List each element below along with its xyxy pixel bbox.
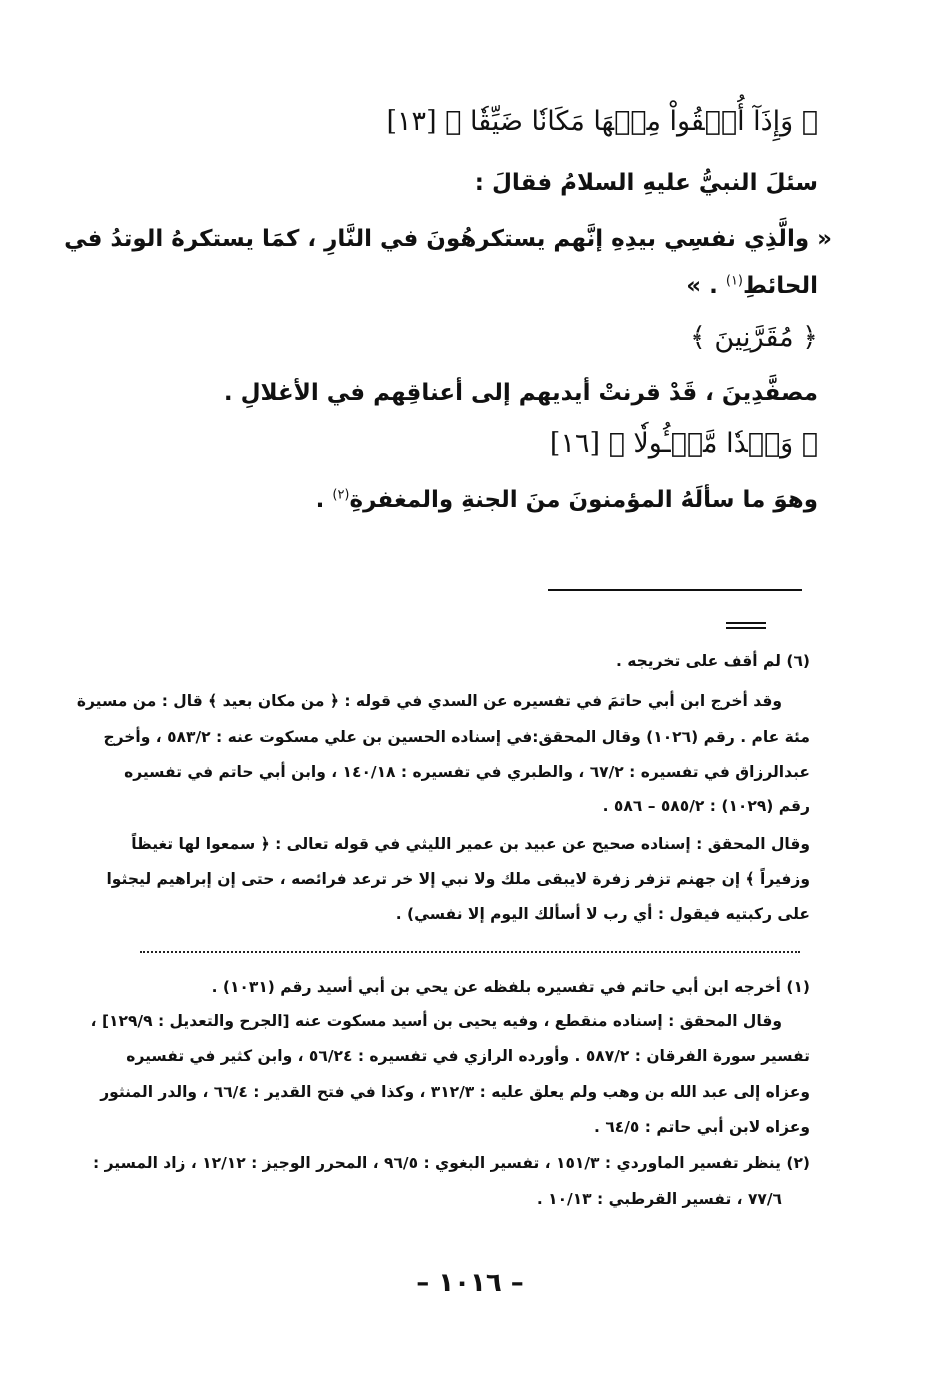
verse-13: ﴿ وَإِذَآ أُلۡقُواْ مِنۡهَا مَكَانٗا ضَيِّقٗا ﴾ [١٣]: [386, 106, 818, 137]
text-line: [316, 487, 818, 513]
footnote-line: مئة عام . رقم (١٠٢٦) وقال المحقق:في إسناده الحسين بن علي مسكوت عنه : ٥٨٣/٢ ، وأخرج: [103, 728, 810, 746]
footnote-separator: [548, 589, 802, 591]
footnote-line: وزفيراً ﴾ إن جهنم تزفر زفرة لايبقى ملك ولا نبي إلا خر ترعد فرائصه ، حتى إن إبراهيم ليجثوا: [106, 870, 810, 888]
verse-muqarranin: ﴿ مُقَرَّنِينَ ﴾: [689, 322, 818, 353]
verse-16: ﴿ وَعۡدٗا مَّسۡـُٔولٗا ﴾ [١٦]: [549, 428, 818, 459]
footnote-line: عبدالرزاق في تفسيره : ٦٧/٢ ، والطبري في تفسيره : ١٤٠/١٨ ، وابن أبي حاتم في تفسيره: [124, 763, 810, 781]
footnote-line: رقم (١٠٢٩) : ٥٨٥/٢ – ٥٨٦ .: [602, 797, 810, 815]
page-number: – ١٠١٦ –: [416, 1268, 524, 1298]
footnote-ref: (١): [725, 273, 743, 289]
text-fragment: الحائطِ: [743, 273, 818, 299]
footnote-1: (١) أخرجه ابن أبي حاتم في تفسيره بلفظه عن يحي بن أبي أسيد رقم (١٠٣١) .: [211, 978, 810, 996]
footnote-line: وقال المحقق : إسناده منقطع ، وفيه يحيى بن أسيد مسكوت عنه [الجرح والتعديل : ١٢٩/٩] ،: [90, 1012, 782, 1030]
text-line: مصفَّدِينَ ، قَدْ قرنتْ أيديهم إلى أعناقِهم في الأغلالِ .: [223, 380, 818, 406]
text-fragment: .: [315, 487, 333, 513]
dotted-separator: [140, 951, 800, 953]
footnote-line: وقد أخرج ابن أبي حاتمَ في تفسيره عن السدي في قوله : ﴿ من مكان بعيد ﴾ قال : من مسيرة: [76, 692, 782, 710]
separator-mark: [726, 627, 766, 629]
text-fragment: . »: [686, 273, 726, 299]
footnote-line: وعزاه إلى عبد الله بن وهب ولم يعلق عليه : ٣١٢/٣ ، وكذا في فتح القدير : ٦٦/٤ ، والدر المنثور: [100, 1083, 810, 1101]
separator-mark: [726, 622, 766, 624]
text-line: « والَّذِي نفسِي بيدِهِ إنَّهم يستكرهُونَ في النَّارِ ، كمَا يستكرهُ الوتدُ في: [64, 226, 832, 252]
text-line: سئلَ النبيُّ عليهِ السلامُ فقالَ :: [474, 170, 818, 196]
text-fragment: وهوَ ما سألَهُ المؤمنونَ منَ الجنةِ والمغفرةِ: [349, 487, 818, 513]
footnote-2: (٢) ينظر تفسير الماوردي : ١٥١/٣ ، تفسير البغوي : ٩٦/٥ ، المحرر الوجيز : ١٢/١٢ ، زاد المسير :: [93, 1154, 810, 1172]
footnote-line: (٦) لم أقف على تخريجه .: [615, 652, 810, 670]
text-line: [686, 273, 818, 299]
footnote-line: وقال المحقق : إسناده صحيح عن عبيد بن عمير الليثي في قوله تعالى : ﴿ سمعوا لها تغيظاً: [131, 835, 810, 853]
footnote-line: ٧٧/٦ ، تفسير القرطبي : ١٠/١٣ .: [536, 1190, 782, 1208]
footnote-ref: (٢): [332, 487, 350, 503]
footnote-line: وعزاه لابن أبي حاتم : ٦٤/٥ .: [594, 1118, 810, 1136]
footnote-line: على ركبتيه فيقول : أي رب لا أسألك اليوم إلا نفسي) .: [395, 905, 810, 923]
footnote-line: تفسير سورة الفرقان : ٥٨٧/٢ . وأورده الرازي في تفسيره : ٥٦/٢٤ ، وابن كثير في تفسيره: [126, 1047, 810, 1065]
